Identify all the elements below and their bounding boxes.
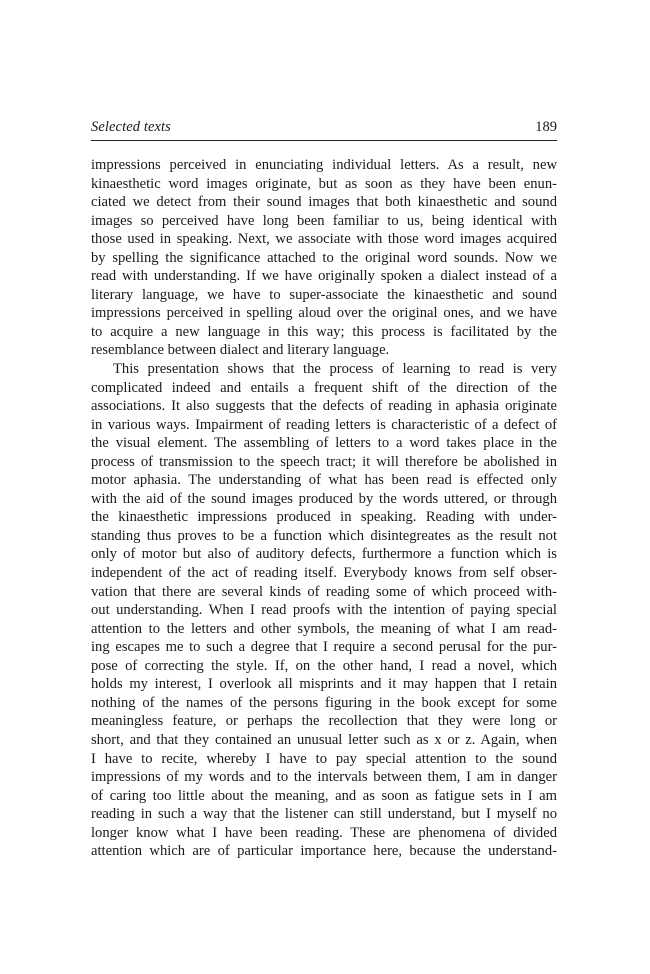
text-line: I have to recite, whereby I have to pay special attention to the sound: [91, 750, 557, 767]
text-line: motor aphasia. The understanding of what has been read is effected only: [91, 472, 557, 489]
text-line: kinaesthetic word images originate, but as soon as they have been enun-: [91, 175, 557, 192]
text-line: images so perceived have long been familiar to us, being identical with: [91, 212, 557, 229]
text-line: attention which are of particular importance here, because the understand-: [91, 843, 557, 860]
text-line: associations. It also suggests that the defects of reading in aphasia originate: [91, 398, 557, 415]
text-line: impressions perceived in spelling aloud over the original ones, and we have: [91, 305, 557, 322]
text-line: the kinaesthetic impressions produced in speaking. Reading with under-: [91, 509, 557, 526]
running-title: Selected texts: [91, 119, 171, 135]
text-line: those used in speaking. Next, we associate with those word images acquired: [91, 231, 557, 248]
text-line: to acquire a new language in this way; this process is facilitated by the: [91, 323, 557, 340]
running-head: [91, 118, 557, 141]
text-line: independent of the act of reading itself. Everybody knows from self obser-: [91, 565, 557, 582]
text-line: ciated we detect from their sound images that both kinaesthetic and sound: [91, 194, 557, 211]
text-line: in various ways. Impairment of reading letters is characteristic of a defect of: [91, 416, 557, 433]
text-line: out understanding. When I read proofs with the intention of paying special: [91, 602, 557, 619]
text-line: literary language, we have to super-associate the kinaesthetic and sound: [91, 286, 557, 303]
text-line: pose of correcting the style. If, on the other hand, I read a novel, which: [91, 657, 557, 674]
text-line: meaningless feature, or perhaps the recollection that they were long or: [91, 713, 557, 730]
text-line: by spelling the significance attached to the original word sounds. Now we: [91, 249, 557, 266]
text-line: complicated indeed and entails a frequent shift of the direction of the: [91, 379, 557, 396]
text-line: process of transmission to the speech tract; it will therefore be abolished in: [91, 453, 557, 470]
text-line: of caring too little about the meaning, and as soon as fatigue sets in I am: [91, 787, 557, 804]
text-line: ing escapes me to such a degree that I require a second perusal for the pur-: [91, 639, 557, 656]
paragraph-last-line: resemblance between dialect and literary language.: [91, 342, 390, 359]
body-text: [91, 156, 557, 861]
text-line: impressions of my words and to the intervals between them, I am in danger: [91, 769, 557, 786]
paragraph-first-line: This presentation shows that the process of learning to read is very: [113, 361, 557, 378]
text-line: impressions perceived in enunciating individual letters. As a result, new: [91, 157, 557, 173]
text-line: longer know what I have been reading. These are phenomena of divided: [91, 824, 557, 841]
text-line: with the aid of the sound images produced by the words uttered, or through: [91, 490, 557, 507]
text-line: the visual element. The assembling of letters to a word takes place in the: [91, 435, 557, 452]
text-line: holds my interest, I overlook all misprints and it may happen that I retain: [91, 676, 557, 693]
text-line: attention to the letters and other symbols, the meaning of what I am read-: [91, 620, 557, 637]
page-number: 189: [535, 119, 557, 135]
text-line: vation that there are several kinds of reading some of which proceed with-: [91, 583, 557, 600]
text-line: reading in such a way that the listener can still understand, but I myself no: [91, 806, 557, 823]
text-line: read with understanding. If we have originally spoken a dialect instead of a: [91, 268, 557, 285]
text-line: short, and that they contained an unusual letter such as x or z. Again, when: [91, 731, 557, 748]
text-line: nothing of the names of the persons figuring in the book except for some: [91, 694, 557, 711]
text-line: standing thus proves to be a function which disintegreates as the result not: [91, 527, 557, 544]
text-line: only of motor but also of auditory defects, furthermore a function which is: [91, 546, 557, 563]
